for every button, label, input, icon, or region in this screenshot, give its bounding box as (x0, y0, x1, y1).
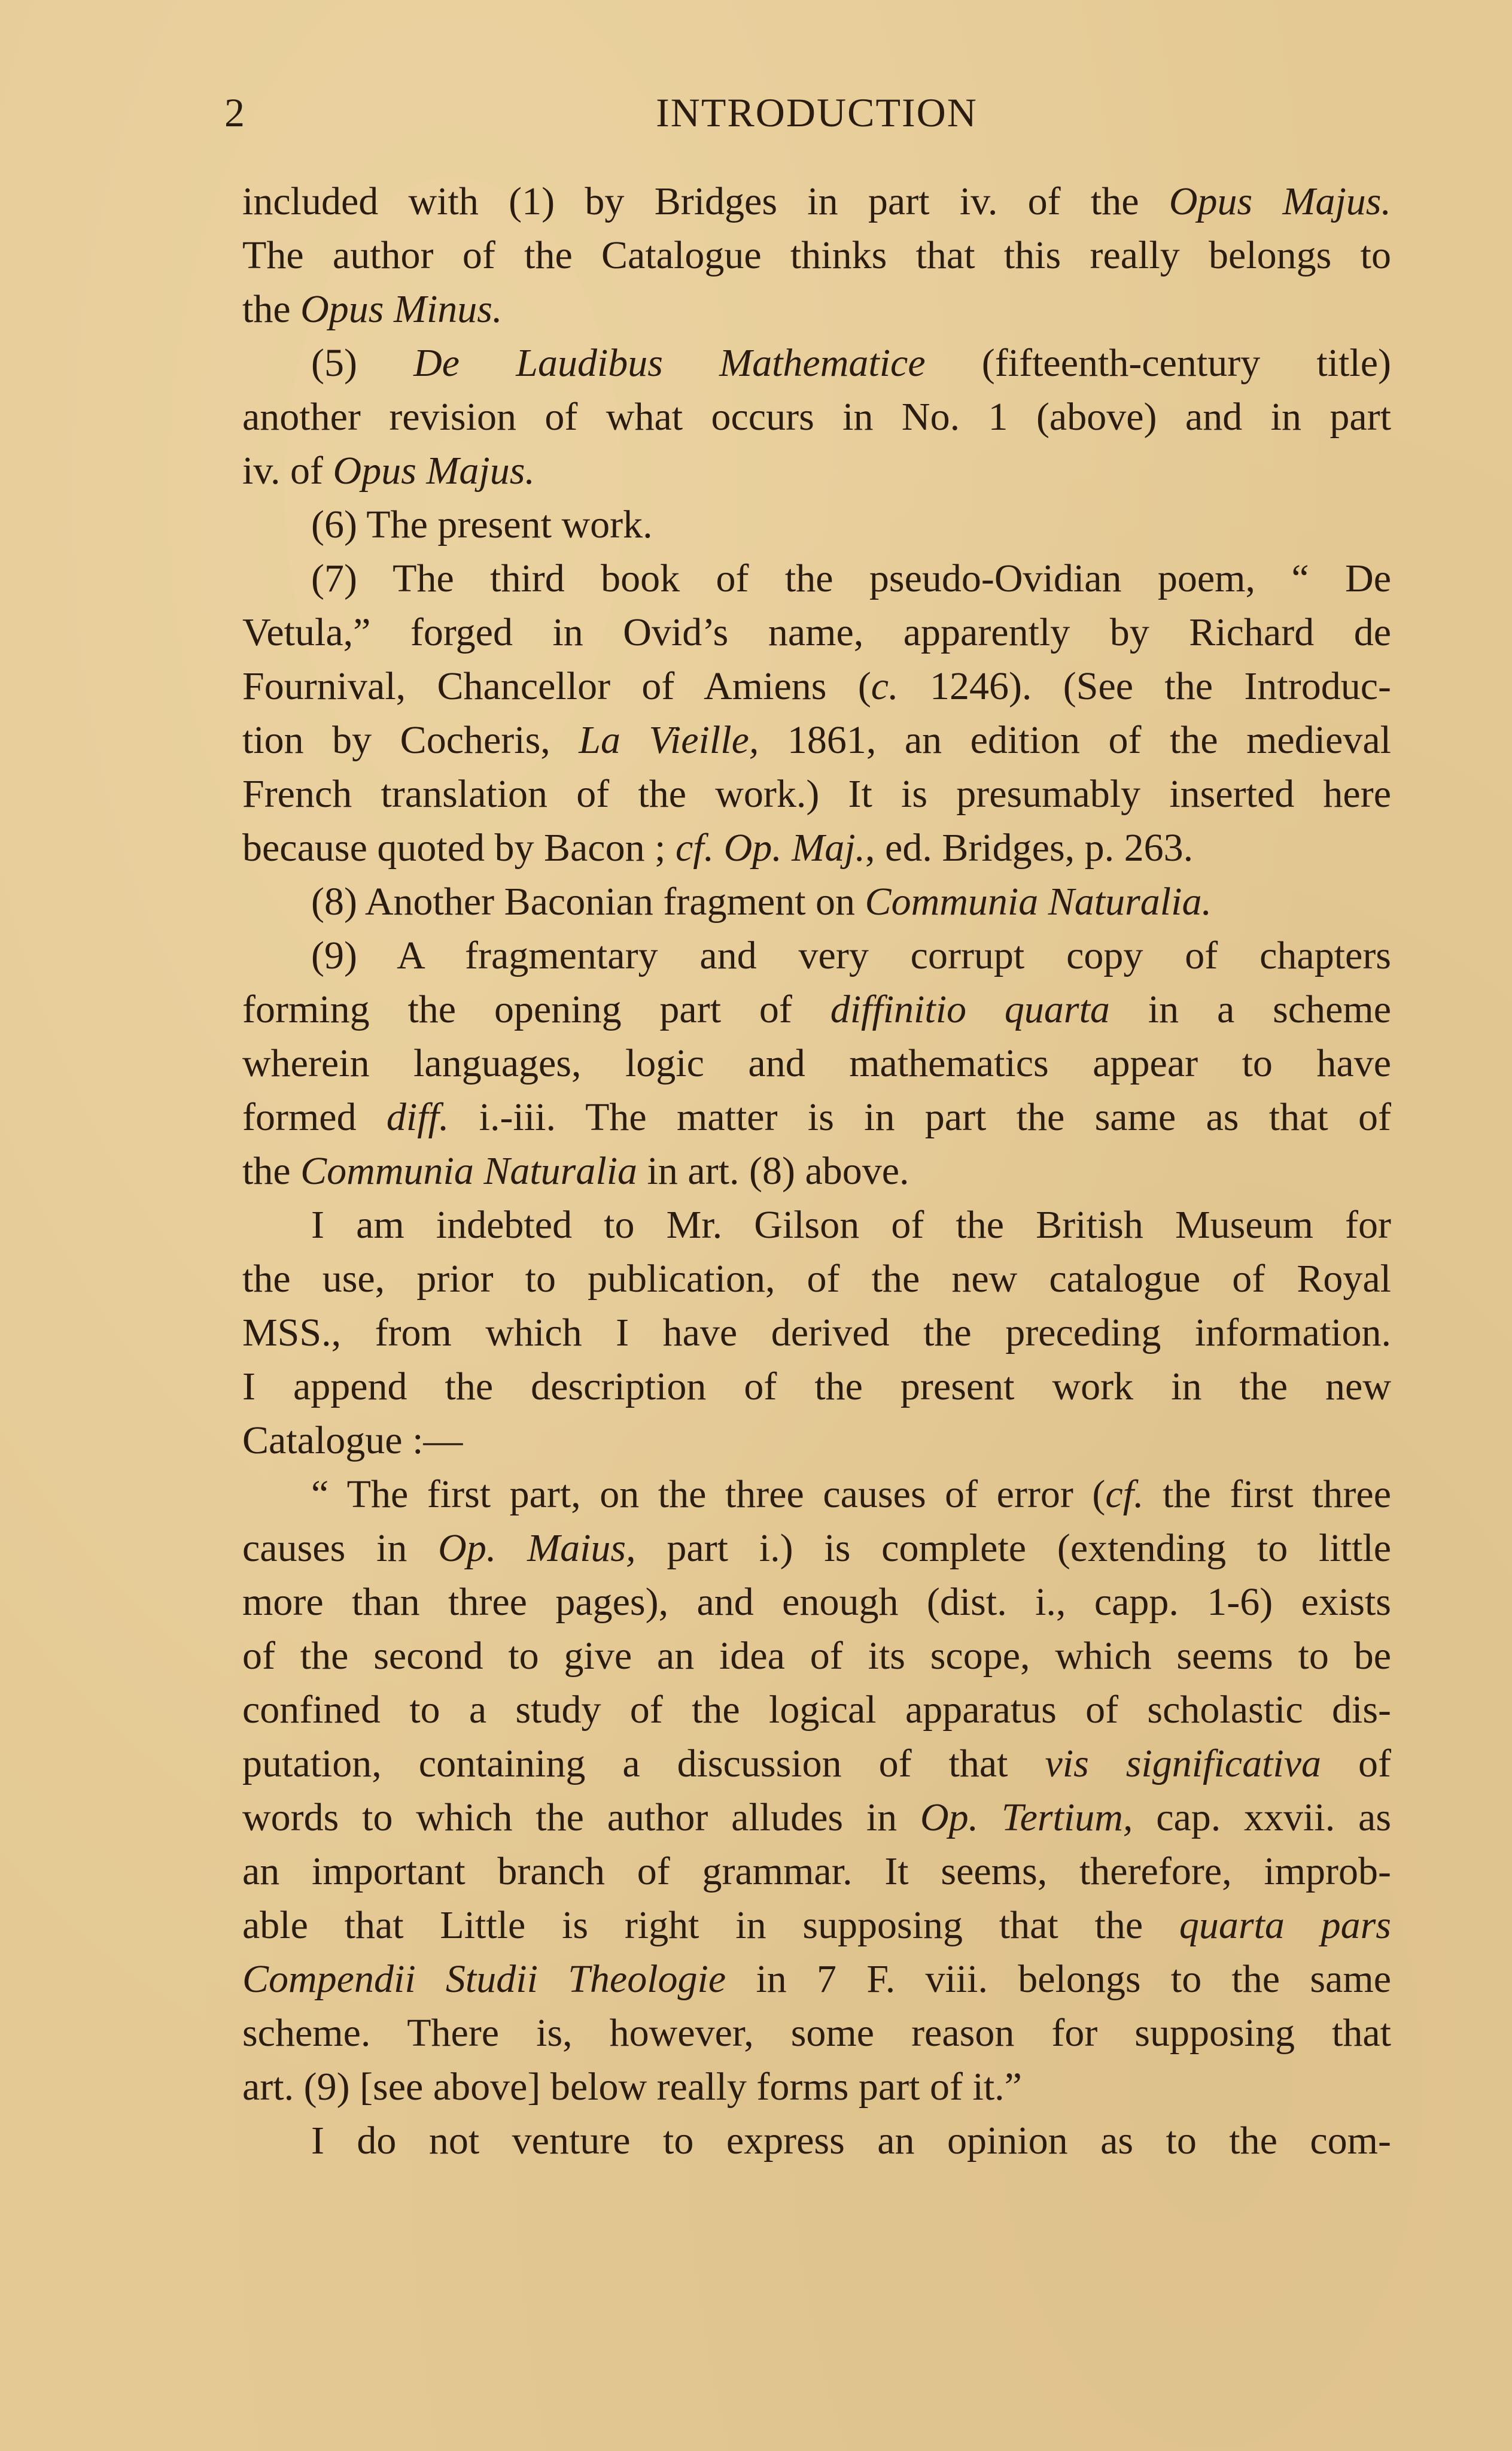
text-run: (fifteenth-century title) (925, 341, 1391, 385)
text-line (242, 1521, 1391, 1575)
text-line (242, 1037, 1391, 1091)
text-line-content (242, 1629, 1391, 1683)
text-run: forming the opening part of (242, 988, 830, 1031)
text-line (242, 1252, 1391, 1306)
text-line (242, 875, 1391, 929)
text-run: (9) A fragmentary and very corrupt copy of chapters (311, 934, 1391, 977)
italic-text: quarta pars (1179, 1903, 1391, 1947)
italic-text: Op. Maius, (438, 1526, 636, 1570)
text-line (242, 283, 1391, 336)
text-line (242, 1629, 1391, 1683)
text-run: , ed. Bridges, p. 263. (865, 826, 1194, 870)
text-run: another revision of what occurs in No. 1 (above) and in part (242, 395, 1391, 439)
italic-text: diffinitio quarta (830, 988, 1110, 1031)
text-run: tion by Cocheris, (242, 718, 579, 762)
text-run: confined to a study of the logical apparatus of scholastic dis- (242, 1688, 1391, 1732)
text-line-content (242, 1845, 1391, 1899)
text-line (242, 1198, 1391, 1252)
text-run: formed (242, 1095, 387, 1139)
italic-text: Communia Naturalia (300, 1149, 638, 1193)
text-line-content (311, 498, 1391, 552)
italic-text: De Laudibus Mathematice (413, 341, 926, 385)
text-run: i.-iii. The matter is in part the same as that of (449, 1095, 1391, 1139)
text-line (242, 821, 1391, 875)
running-head-title: INTRODUCTION (656, 90, 978, 135)
italic-text: cf. Op. Maj. (675, 826, 866, 870)
text-run: cap. xxvii. as (1133, 1796, 1391, 1839)
text-line (242, 1414, 1391, 1468)
text-line (242, 498, 1391, 552)
text-line (242, 983, 1391, 1037)
text-line-content (242, 229, 1391, 283)
italic-text: Compendii Studii Theologie (242, 1957, 726, 2001)
italic-text: cf. (1105, 1472, 1144, 1516)
page-number: 2 (224, 90, 245, 135)
text-line (242, 444, 1391, 498)
text-run: 1861, an edition of the medieval (759, 718, 1391, 762)
text-line (242, 1091, 1391, 1144)
text-line (242, 1144, 1391, 1198)
text-run: in art. (8) above. (637, 1149, 909, 1193)
text-line-content (242, 1952, 1391, 2006)
text-run: the (242, 287, 301, 331)
text-run: (5) (311, 341, 414, 385)
text-run: (7) The third book of the pseudo-Ovidian poem, “ De (311, 557, 1391, 600)
text-line (242, 229, 1391, 283)
text-run: part i.) is complete (extending to little (635, 1526, 1391, 1570)
text-line-content (242, 1791, 1391, 1845)
text-line-content (242, 767, 1391, 821)
text-line (242, 175, 1391, 229)
text-run: putation, containing a discussion of that (242, 1742, 1045, 1785)
text-run: “ The first part, on the three causes of error ( (311, 1472, 1106, 1516)
running-head (224, 89, 1391, 136)
italic-text: Opus Majus. (333, 449, 535, 493)
text-line-content (242, 821, 1391, 875)
text-line-content (242, 1306, 1391, 1360)
text-line-content (242, 1899, 1391, 1952)
text-run: I append the description of the present work in the new (242, 1365, 1391, 1408)
text-line (242, 606, 1391, 660)
text-line (242, 713, 1391, 767)
text-line-content (242, 2006, 1391, 2060)
text-run: included with (1) by Bridges in part iv. of the (242, 180, 1169, 223)
text-line-content (242, 1683, 1391, 1737)
text-line-content (242, 1360, 1391, 1414)
text-run: (8) Another Baconian fragment on (311, 880, 865, 924)
text-line (242, 1360, 1391, 1414)
text-run: an important branch of grammar. It seems, therefore, improb- (242, 1849, 1391, 1893)
text-run: Vetula,” forged in Ovid’s name, apparently by Richard de (242, 611, 1391, 654)
text-run: wherein languages, logic and mathematics appear to have (242, 1041, 1391, 1085)
text-line (242, 1791, 1391, 1845)
text-line-content (242, 660, 1391, 713)
text-line-content (242, 1091, 1391, 1144)
italic-text: Communia Naturalia. (865, 880, 1212, 924)
text-run: scheme. There is, however, some reason for supposing that (242, 2011, 1391, 2055)
text-run: 1246). (See the Introduc- (898, 664, 1391, 708)
text-run: iv. of (242, 449, 333, 493)
text-line-content (242, 1414, 1391, 1468)
text-run: (6) The present work. (311, 503, 653, 546)
text-run: causes in (242, 1526, 439, 1570)
text-run: in 7 F. viii. belongs to the same (726, 1957, 1391, 2001)
text-run: the use, prior to publication, of the new catalogue of Royal (242, 1257, 1391, 1301)
text-line (242, 1306, 1391, 1360)
text-line (242, 390, 1391, 444)
text-run: I do not venture to express an opinion as to the com- (311, 2119, 1391, 2163)
text-line-content (242, 606, 1391, 660)
text-line-content (311, 2114, 1391, 2168)
text-line-content (311, 875, 1391, 929)
text-run: of (1321, 1742, 1391, 1785)
text-line (242, 1899, 1391, 1952)
text-line-content (242, 1737, 1391, 1791)
text-line-content (242, 1521, 1391, 1575)
text-run: Fournival, Chancellor of Amiens ( (242, 664, 871, 708)
body-text (242, 175, 1391, 2168)
text-run: in a scheme (1109, 988, 1391, 1031)
text-run: The author of the Catalogue thinks that this really belongs to (242, 233, 1391, 277)
text-line-content (311, 1468, 1391, 1521)
italic-text: c. (871, 664, 899, 708)
text-line (242, 1952, 1391, 2006)
text-line-content (311, 929, 1391, 983)
text-run: I am indebted to Mr. Gilson of the British Museum for (311, 1203, 1391, 1247)
text-line-content (242, 983, 1391, 1037)
text-line-content (311, 336, 1391, 390)
text-line-content (242, 444, 1391, 498)
text-run: the (242, 1149, 301, 1193)
text-run: of the second to give an idea of its scope, which seems to be (242, 1634, 1391, 1678)
text-line-content (242, 390, 1391, 444)
text-run: MSS., from which I have derived the preceding information. (242, 1311, 1391, 1354)
text-run: French translation of the work.) It is presumably inserted here (242, 772, 1391, 816)
text-line (242, 1575, 1391, 1629)
text-run: because quoted by Bacon ; (242, 826, 676, 870)
text-line (242, 2006, 1391, 2060)
text-line-content (242, 1575, 1391, 1629)
text-run: words to which the author alludes in (242, 1796, 920, 1839)
text-line-content (311, 1198, 1391, 1252)
text-line (242, 660, 1391, 713)
text-line-content (242, 283, 1391, 336)
text-line (242, 1845, 1391, 1899)
text-line (242, 1683, 1391, 1737)
italic-text: Opus Majus. (1169, 180, 1391, 223)
text-line (242, 1737, 1391, 1791)
italic-text: La Vieille, (579, 718, 759, 762)
text-line (242, 929, 1391, 983)
text-run: art. (9) [see above] below really forms part of it.” (242, 2065, 1022, 2109)
text-line-content (242, 713, 1391, 767)
text-line-content (311, 552, 1391, 606)
text-run: more than three pages), and enough (dist. i., capp. 1-6) exists (242, 1580, 1391, 1624)
italic-text: Op. Tertium, (920, 1796, 1133, 1839)
italic-text: diff. (386, 1095, 449, 1139)
text-line-content (242, 1037, 1391, 1091)
text-line (242, 2060, 1391, 2114)
text-line (242, 552, 1391, 606)
text-run: the first three (1143, 1472, 1392, 1516)
text-line-content (242, 2060, 1391, 2114)
text-run: able that Little is right in supposing that the (242, 1903, 1179, 1947)
text-line-content (242, 1144, 1391, 1198)
text-line-content (242, 175, 1391, 229)
text-line-content (242, 1252, 1391, 1306)
italic-text: Opus Minus. (300, 287, 503, 331)
text-line (242, 2114, 1391, 2168)
text-line (242, 1468, 1391, 1521)
italic-text: vis significativa (1045, 1742, 1322, 1785)
text-line (242, 767, 1391, 821)
text-run: Catalogue :— (242, 1419, 463, 1462)
text-line (242, 336, 1391, 390)
